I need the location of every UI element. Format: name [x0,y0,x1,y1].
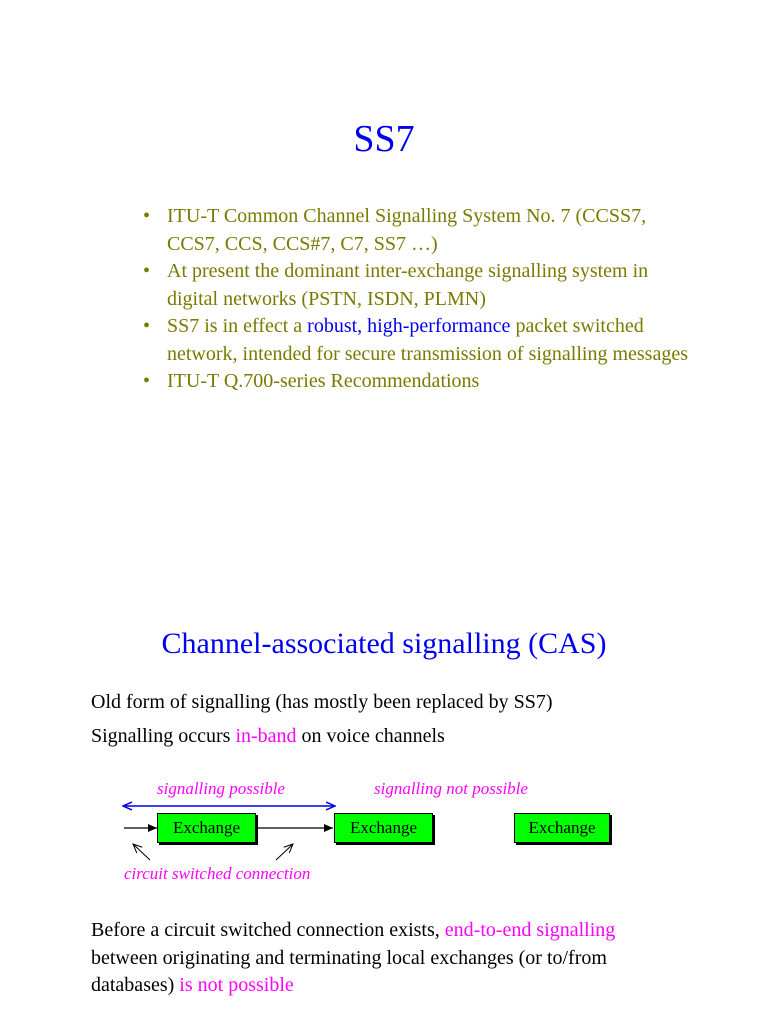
paragraph-text: on voice channels [296,725,445,747]
highlight-text: in-band [235,725,297,747]
pointer-arrow-icon [276,844,293,860]
paragraph-text: Before a circuit switched connection exists, [91,919,445,941]
bullet-item [143,258,703,313]
bullet-highlight: robust, high-performance [307,315,511,337]
bullet-text: ITU-T Common Channel Signalling System No. 7 (CCSS7, CCS7, CCS, CCS#7, C7, SS7 …) [167,205,647,255]
label-circuit-connection: circuit switched connection [124,864,311,883]
highlight-text: is not possible [179,974,294,996]
highlight-text: end-to-end signalling [444,919,616,941]
label-signalling-possible: signalling possible [157,779,285,798]
exchange-box: Exchange [514,813,610,843]
bullet-text: packet switched network, intended for secure transmission of signalling messages [167,315,688,365]
slide-title: Channel-associated signalling (CAS) [161,627,607,660]
pointer-arrow-icon [133,844,150,860]
paragraph [91,917,651,1000]
paragraph-text: between originating and terminating local exchanges (or to/from databases) [91,946,607,996]
slide-title: SS7 [353,118,415,160]
bullet-dot-icon: • [143,260,151,282]
bullet-list [143,203,703,396]
bullet-dot-icon: • [143,205,151,227]
bullet-text: SS7 is in effect a [167,315,308,337]
paragraph-text: Signalling occurs [91,725,236,747]
paragraph [91,722,445,750]
bullet-dot-icon: • [143,315,151,337]
label-signalling-not-possible: signalling not possible [374,779,528,798]
exchange-box: Exchange [334,813,433,843]
bullet-text: ITU-T Q.700-series Recommendations [167,370,480,392]
bullet-dot-icon: • [143,370,151,392]
bullet-text: At present the dominant inter-exchange signalling system in digital networks (PSTN, ISDN, PLMN) [167,260,649,310]
paragraph: Old form of signalling (has mostly been replaced by SS7) [91,691,553,713]
bullet-item [143,368,703,396]
bullet-item [143,203,703,258]
exchange-box: Exchange [157,813,256,843]
bullet-item [143,313,703,368]
